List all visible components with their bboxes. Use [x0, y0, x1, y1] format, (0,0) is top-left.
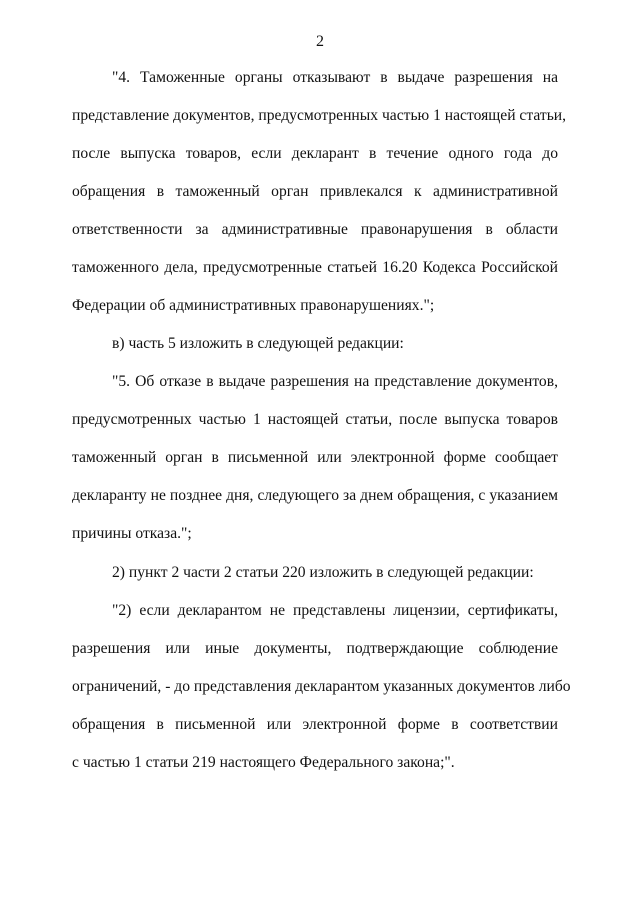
text-line: разрешения или иные документы, подтверждающие соблюдение: [72, 640, 558, 657]
text-line: обращения в письменной или электронной форме в соответствии: [72, 716, 558, 733]
text-line: Федерации об административных правонарушениях.";: [72, 297, 435, 314]
text-line: после выпуска товаров, если декларант в течение одного года до: [72, 145, 558, 162]
text-line: с частью 1 статьи 219 настоящего Федерального закона;".: [72, 754, 455, 771]
text-line: ограничений, - до представления декларантом указанных документов либо: [72, 678, 571, 695]
text-line: "2) если декларантом не представлены лицензии, сертификаты,: [112, 602, 558, 619]
text-line: 2) пункт 2 части 2 статьи 220 изложить в следующей редакции:: [112, 564, 534, 581]
text-line: "4. Таможенные органы отказывают в выдаче разрешения на: [112, 69, 558, 86]
page-number: 2: [316, 33, 324, 50]
text-line: обращения в таможенный орган привлекался к административной: [72, 183, 558, 200]
text-line: представление документов, предусмотренных частью 1 настоящей статьи,: [72, 107, 567, 124]
text-line: причины отказа.";: [72, 525, 192, 542]
text-line: "5. Об отказе в выдаче разрешения на представление документов,: [112, 373, 558, 390]
text-line: в) часть 5 изложить в следующей редакции:: [112, 335, 404, 352]
text-line: таможенного дела, предусмотренные статьей 16.20 Кодекса Российской: [72, 259, 558, 276]
text-line: ответственности за административные правонарушения в области: [72, 221, 558, 238]
text-line: таможенный орган в письменной или электронной форме сообщает: [72, 449, 558, 466]
text-line: декларанту не позднее дня, следующего за днем обращения, с указанием: [72, 487, 558, 504]
text-line: предусмотренных частью 1 настоящей статьи, после выпуска товаров: [72, 411, 558, 428]
